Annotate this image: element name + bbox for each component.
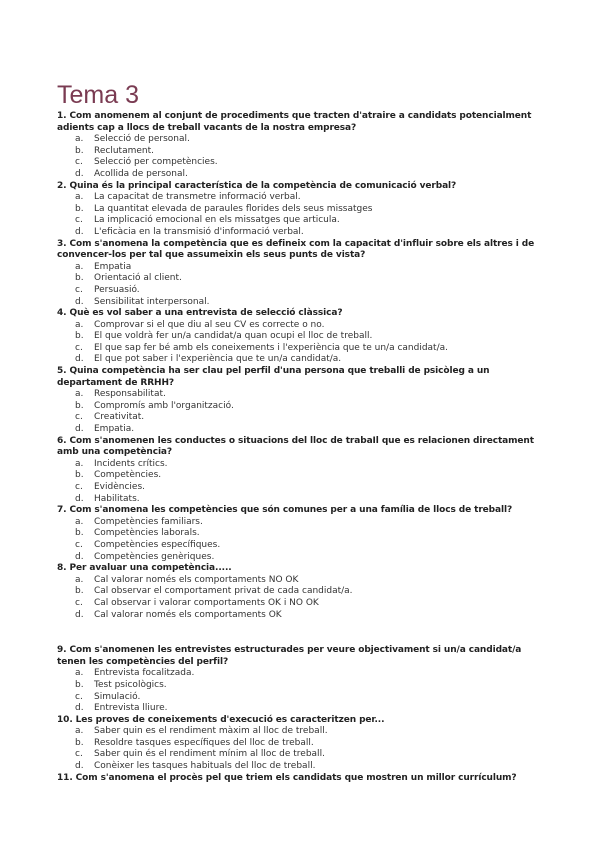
option-letter: a. <box>75 726 84 737</box>
option-text: Comprovar si el que diu al seu CV es correcte o no. <box>94 319 325 330</box>
option-letter: b. <box>75 679 84 690</box>
option-letter: a. <box>75 192 84 203</box>
question-text: 11. Com s'anomena el procès pel que triem els candidats que mostren un millor currículum? <box>57 772 517 783</box>
answer-option <box>57 494 547 506</box>
answer-option <box>57 575 547 587</box>
answer-option <box>57 157 547 169</box>
option-text: Acollida de personal. <box>94 168 188 179</box>
question-item <box>57 505 547 563</box>
option-text: Conèixer les tasques habituals del lloc de treball. <box>94 761 316 772</box>
option-list <box>57 668 547 714</box>
option-letter: b. <box>75 400 84 411</box>
option-text: La capacitat de transmetre informació verbal. <box>94 192 301 203</box>
answer-option <box>57 412 547 424</box>
option-text: Orientació al client. <box>94 273 182 284</box>
option-list <box>57 575 547 621</box>
question-text: 8. Per avaluar una competència..... <box>57 563 232 574</box>
option-letter: a. <box>75 458 84 469</box>
option-letter: d. <box>75 296 84 307</box>
option-letter: d. <box>75 761 84 772</box>
option-text: Competències familiars. <box>94 516 203 527</box>
option-letter: b. <box>75 470 84 481</box>
option-list <box>57 389 547 435</box>
question-text: 1. Com anomenem al conjunt de procediments que tracten d'atraire a candidats potencialment adients cap a llocs de treball vacants de la nostra empresa? <box>57 111 532 133</box>
option-letter: b. <box>75 273 84 284</box>
answer-option <box>57 424 547 436</box>
option-letter: c. <box>75 539 83 550</box>
question-text: 2. Quina és la principal característica de la competència de comunicació verbal? <box>57 180 457 191</box>
option-letter: b. <box>75 528 84 539</box>
option-letter: c. <box>75 157 83 168</box>
answer-option <box>57 552 547 564</box>
option-letter: c. <box>75 597 83 608</box>
option-list <box>57 320 547 366</box>
option-text: Cal valorar només els comportaments NO OK <box>94 574 299 585</box>
option-letter: c. <box>75 482 83 492</box>
option-text: Evidències. <box>94 482 146 492</box>
option-letter: d. <box>75 609 84 620</box>
answer-option <box>57 273 547 285</box>
option-letter: d. <box>75 703 84 714</box>
option-letter: c. <box>75 342 83 353</box>
option-letter: a. <box>75 319 84 330</box>
option-letter: c. <box>75 284 83 295</box>
option-letter: d. <box>75 493 84 504</box>
answer-option <box>57 389 547 401</box>
answer-option <box>57 262 547 274</box>
option-text: L'eficàcia en la transmisió d'informació verbal. <box>94 226 304 237</box>
answer-option <box>57 482 547 494</box>
answer-option <box>57 331 547 343</box>
answer-option <box>57 749 547 761</box>
question-text: 7. Com s'anomena les competències que són comunes per a una família de llocs de treball? <box>57 505 513 516</box>
option-text: Incidents crítics. <box>94 458 168 469</box>
option-letter: b. <box>75 203 84 214</box>
question-item <box>57 308 547 366</box>
answer-option <box>57 134 547 146</box>
option-text: Competències. <box>94 470 162 481</box>
answer-option <box>57 169 547 181</box>
option-text: Competències específiques. <box>94 539 221 550</box>
option-text: Responsabilitat. <box>94 389 166 400</box>
option-letter: c. <box>75 215 83 226</box>
option-text: Empatia. <box>94 424 135 435</box>
answer-option <box>57 726 547 738</box>
option-letter: b. <box>75 737 84 748</box>
option-list <box>57 459 547 505</box>
option-letter: d. <box>75 168 84 179</box>
option-text: Persuasió. <box>94 284 140 295</box>
answer-option <box>57 738 547 750</box>
answer-option <box>57 680 547 692</box>
question-item <box>57 645 547 715</box>
option-letter: b. <box>75 586 84 597</box>
option-text: Sensibilitat interpersonal. <box>94 296 210 307</box>
option-letter: b. <box>75 331 84 342</box>
question-text: 4. Què es vol saber a una entrevista de selecció clàssica? <box>57 308 343 319</box>
answer-option <box>57 517 547 529</box>
option-text: Saber quin és el rendiment mínim al lloc de treball. <box>94 749 325 760</box>
answer-option <box>57 668 547 680</box>
option-list <box>57 192 547 238</box>
question-item <box>57 181 547 239</box>
option-list <box>57 517 547 563</box>
page-title: Tema 3 <box>57 81 139 109</box>
answer-option <box>57 204 547 216</box>
question-text: 6. Com s'anomenen les conductes o situacions del lloc de trabaIl que es relacionen directament amb una competència? <box>57 435 534 458</box>
option-text: La implicació emocional en els missatges que articula. <box>94 215 340 226</box>
question-text: 10. Les proves de coneixements d'execució es caracteritzen per... <box>57 714 385 725</box>
answer-option <box>57 227 547 239</box>
answer-option <box>57 192 547 204</box>
answer-option <box>57 146 547 158</box>
option-text: Cal observar i valorar comportaments OK i NO OK <box>94 597 319 608</box>
option-text: Creativitat. <box>94 412 145 423</box>
option-letter: d. <box>75 354 84 365</box>
answer-option <box>57 598 547 610</box>
question-item <box>57 436 547 506</box>
option-text: Reclutament. <box>94 145 154 156</box>
option-text: Selecció per competències. <box>94 157 218 168</box>
answer-option <box>57 528 547 540</box>
answer-option <box>57 354 547 366</box>
option-text: Cal valorar només els comportaments OK <box>94 609 282 620</box>
option-text: Selecció de personal. <box>94 134 190 145</box>
answer-option <box>57 470 547 482</box>
option-text: Cal observar el comportament privat de cada candidat/a. <box>94 586 353 597</box>
option-letter: d. <box>75 226 84 237</box>
option-letter: b. <box>75 145 84 156</box>
answer-option <box>57 297 547 309</box>
answer-option <box>57 703 547 715</box>
question-item <box>57 239 547 309</box>
option-letter: a. <box>75 134 84 145</box>
option-text: Simulació. <box>94 691 141 702</box>
option-letter: a. <box>75 668 84 679</box>
option-list <box>57 726 547 772</box>
question-item <box>57 111 547 181</box>
answer-option <box>57 459 547 471</box>
option-letter: c. <box>75 749 83 760</box>
question-item <box>57 563 547 621</box>
option-text: Entrevista focalitzada. <box>94 668 195 679</box>
answer-option <box>57 540 547 552</box>
option-list <box>57 134 547 180</box>
option-text: Test psicològics. <box>94 679 167 690</box>
option-letter: a. <box>75 261 84 272</box>
question-text: 5. Quina competència ha ser clau pel perfil d'una persona que treballi de psicòleg a un departament de RRHH? <box>57 366 490 388</box>
option-list <box>57 262 547 308</box>
option-text: El que sap fer bé amb els coneixements i l'experiència que te un/a candidat/a. <box>94 342 448 353</box>
question-list <box>57 111 547 784</box>
question-text: 3. Com s'anomena la competència que es defineix com la capacitat d'influir sobre els altres i de convencer-los per tal que assumeixin els seus punts de vista? <box>57 238 535 261</box>
option-text: Saber quin es el rendiment màxim al lloc de treball. <box>94 726 328 737</box>
option-letter: d. <box>75 551 84 562</box>
option-letter: d. <box>75 424 84 435</box>
answer-option <box>57 320 547 332</box>
option-text: El que pot saber i l'experiència que te un/a candidat/a. <box>94 354 342 365</box>
option-text: Habilitats. <box>94 493 140 504</box>
answer-option <box>57 761 547 773</box>
option-text: Competències genèriques. <box>94 551 215 562</box>
option-text: Empatia <box>94 261 132 272</box>
option-letter: a. <box>75 516 84 527</box>
option-text: Competències laborals. <box>94 528 200 539</box>
option-text: Compromís amb l'organització. <box>94 400 234 411</box>
question-item <box>57 366 547 436</box>
option-text: El que voldrà fer un/a candidat/a quan ocupi el lloc de treball. <box>94 331 373 342</box>
option-text: Resoldre tasques específiques del lloc de treball. <box>94 737 314 748</box>
answer-option <box>57 692 547 704</box>
answer-option <box>57 343 547 355</box>
option-letter: a. <box>75 574 84 585</box>
answer-option <box>57 401 547 413</box>
question-item <box>57 773 547 785</box>
answer-option <box>57 285 547 297</box>
option-text: La quantitat elevada de paraules florides dels seus missatges <box>94 203 373 214</box>
option-text: Entrevista lliure. <box>94 703 168 714</box>
option-letter: c. <box>75 412 83 423</box>
answer-option <box>57 586 547 598</box>
question-text: 9. Com s'anomenen les entrevistes estructurades per veure objectivament si un/a candidat/a tenen les competències del perfil? <box>57 645 522 667</box>
option-letter: c. <box>75 691 83 702</box>
answer-option <box>57 610 547 622</box>
answer-option <box>57 215 547 227</box>
question-item <box>57 715 547 773</box>
option-letter: a. <box>75 389 84 400</box>
